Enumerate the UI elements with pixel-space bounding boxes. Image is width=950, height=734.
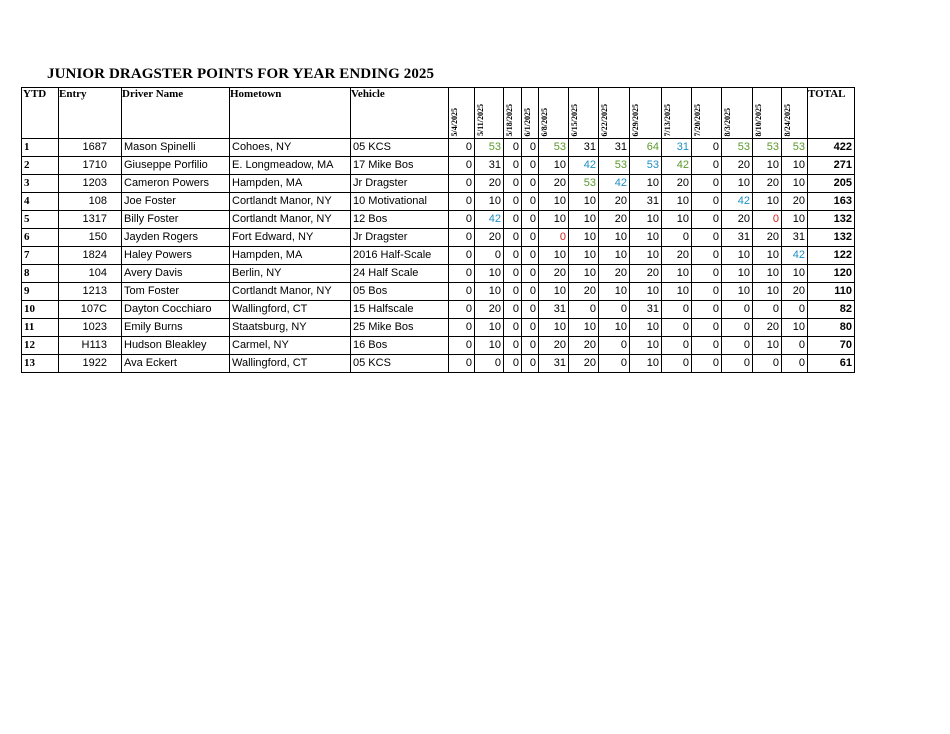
points-cell: 0: [522, 247, 539, 265]
points-cell: 0: [504, 337, 522, 355]
points-cell: 0: [522, 301, 539, 319]
points-cell: 10: [599, 319, 630, 337]
points-cell: 10: [662, 265, 692, 283]
points-cell: 53: [569, 175, 599, 193]
vehicle-cell: 05 KCS: [351, 139, 449, 157]
points-cell: 0: [522, 355, 539, 373]
header-date: 6/22/2025: [599, 88, 630, 139]
driver-name-cell: Avery Davis: [122, 265, 230, 283]
points-cell: 0: [599, 337, 630, 355]
points-cell: 10: [662, 193, 692, 211]
points-cell: 10: [753, 283, 782, 301]
points-cell: 0: [692, 229, 722, 247]
entry-cell: 1203: [59, 175, 122, 193]
total-cell: 120: [808, 265, 855, 283]
points-cell: 0: [449, 175, 475, 193]
entry-cell: 1710: [59, 157, 122, 175]
points-cell: 0: [569, 301, 599, 319]
entry-cell: H113: [59, 337, 122, 355]
points-cell: 10: [475, 319, 504, 337]
points-cell: 31: [539, 301, 569, 319]
points-cell: 10: [782, 157, 808, 175]
points-cell: 0: [504, 265, 522, 283]
hometown-cell: E. Longmeadow, MA: [230, 157, 351, 175]
points-cell: 10: [539, 283, 569, 301]
points-cell: 53: [475, 139, 504, 157]
points-cell: 10: [569, 211, 599, 229]
points-cell: 0: [449, 319, 475, 337]
points-cell: 20: [630, 265, 662, 283]
header-date: 8/10/2025: [753, 88, 782, 139]
points-cell: 10: [630, 229, 662, 247]
points-cell: 10: [782, 319, 808, 337]
points-cell: 20: [662, 175, 692, 193]
rank-cell: 9: [22, 283, 59, 301]
points-cell: 10: [630, 211, 662, 229]
points-cell: 10: [753, 337, 782, 355]
points-cell: 0: [692, 247, 722, 265]
points-cell: 20: [599, 211, 630, 229]
vehicle-cell: Jr Dragster: [351, 175, 449, 193]
points-cell: 0: [722, 319, 753, 337]
rank-cell: 3: [22, 175, 59, 193]
points-cell: 0: [522, 229, 539, 247]
points-cell: 10: [569, 265, 599, 283]
points-cell: 20: [782, 193, 808, 211]
points-cell: 0: [692, 139, 722, 157]
table-row: [22, 157, 855, 175]
points-cell: 0: [753, 301, 782, 319]
entry-cell: 1824: [59, 247, 122, 265]
points-cell: 53: [753, 139, 782, 157]
table-row: [22, 319, 855, 337]
driver-name-cell: Billy Foster: [122, 211, 230, 229]
header-date: 7/20/2025: [692, 88, 722, 139]
header-date: 6/1/2025: [522, 88, 539, 139]
driver-name-cell: Mason Spinelli: [122, 139, 230, 157]
points-cell: 10: [722, 283, 753, 301]
points-cell: 0: [782, 337, 808, 355]
points-cell: 10: [539, 247, 569, 265]
points-cell: 0: [504, 157, 522, 175]
rank-cell: 13: [22, 355, 59, 373]
points-cell: 0: [782, 301, 808, 319]
points-cell: 20: [475, 301, 504, 319]
points-cell: 0: [599, 301, 630, 319]
points-cell: 31: [475, 157, 504, 175]
entry-cell: 1213: [59, 283, 122, 301]
rank-cell: 12: [22, 337, 59, 355]
rank-cell: 2: [22, 157, 59, 175]
header-date: 5/11/2025: [475, 88, 504, 139]
header-date: 6/29/2025: [630, 88, 662, 139]
points-cell: 20: [753, 175, 782, 193]
total-cell: 110: [808, 283, 855, 301]
total-cell: 61: [808, 355, 855, 373]
points-cell: 10: [569, 193, 599, 211]
rank-cell: 4: [22, 193, 59, 211]
driver-name-cell: Cameron Powers: [122, 175, 230, 193]
rank-cell: 11: [22, 319, 59, 337]
points-cell: 0: [722, 355, 753, 373]
points-cell: 0: [692, 157, 722, 175]
points-cell: 20: [662, 247, 692, 265]
hometown-cell: Cortlandt Manor, NY: [230, 211, 351, 229]
points-cell: 31: [630, 193, 662, 211]
driver-name-cell: Haley Powers: [122, 247, 230, 265]
points-cell: 42: [722, 193, 753, 211]
header-date: 5/4/2025: [449, 88, 475, 139]
driver-name-cell: Dayton Cocchiaro: [122, 301, 230, 319]
points-cell: 0: [504, 319, 522, 337]
hometown-cell: Berlin, NY: [230, 265, 351, 283]
points-cell: 20: [539, 175, 569, 193]
header-vehicle: Vehicle: [351, 88, 449, 139]
total-cell: 205: [808, 175, 855, 193]
points-cell: 0: [522, 211, 539, 229]
vehicle-cell: 25 Mike Bos: [351, 319, 449, 337]
points-cell: 10: [630, 355, 662, 373]
entry-cell: 104: [59, 265, 122, 283]
points-cell: 0: [522, 175, 539, 193]
points-cell: 53: [722, 139, 753, 157]
table-row: [22, 247, 855, 265]
points-cell: 53: [630, 157, 662, 175]
points-cell: 0: [692, 265, 722, 283]
header-total: TOTAL: [808, 88, 855, 139]
points-cell: 0: [449, 229, 475, 247]
points-cell: 0: [692, 175, 722, 193]
points-cell: 53: [599, 157, 630, 175]
entry-cell: 107C: [59, 301, 122, 319]
driver-name-cell: Giuseppe Porfilio: [122, 157, 230, 175]
header-ytd: YTD: [22, 88, 59, 139]
points-cell: 10: [630, 283, 662, 301]
entry-cell: 108: [59, 193, 122, 211]
points-cell: 0: [449, 211, 475, 229]
points-cell: 20: [539, 337, 569, 355]
hometown-cell: Cohoes, NY: [230, 139, 351, 157]
points-cell: 0: [662, 337, 692, 355]
points-cell: 64: [630, 139, 662, 157]
driver-name-cell: Hudson Bleakley: [122, 337, 230, 355]
points-cell: 0: [449, 247, 475, 265]
points-cell: 0: [449, 265, 475, 283]
points-cell: 10: [569, 229, 599, 247]
points-cell: 0: [522, 283, 539, 301]
points-cell: 20: [722, 211, 753, 229]
entry-cell: 1922: [59, 355, 122, 373]
total-cell: 271: [808, 157, 855, 175]
points-cell: 10: [753, 157, 782, 175]
header-hometown: Hometown: [230, 88, 351, 139]
vehicle-cell: 12 Bos: [351, 211, 449, 229]
points-cell: 0: [522, 193, 539, 211]
points-cell: 10: [539, 157, 569, 175]
points-cell: 10: [782, 211, 808, 229]
points-cell: 10: [782, 265, 808, 283]
points-cell: 10: [753, 193, 782, 211]
points-cell: 0: [599, 355, 630, 373]
points-cell: 10: [630, 319, 662, 337]
points-cell: 0: [522, 157, 539, 175]
points-cell: 20: [599, 265, 630, 283]
driver-name-cell: Tom Foster: [122, 283, 230, 301]
points-cell: 20: [753, 319, 782, 337]
table-row: [22, 229, 855, 247]
header-driver-name: Driver Name: [122, 88, 230, 139]
points-cell: 0: [692, 283, 722, 301]
vehicle-cell: 2016 Half-Scale: [351, 247, 449, 265]
table-row: [22, 193, 855, 211]
points-cell: 0: [692, 193, 722, 211]
driver-name-cell: Joe Foster: [122, 193, 230, 211]
hometown-cell: Carmel, NY: [230, 337, 351, 355]
points-cell: 0: [449, 157, 475, 175]
points-cell: 0: [504, 193, 522, 211]
points-cell: 42: [569, 157, 599, 175]
points-cell: 31: [722, 229, 753, 247]
vehicle-cell: 15 Halfscale: [351, 301, 449, 319]
hometown-cell: Wallingford, CT: [230, 355, 351, 373]
entry-cell: 1023: [59, 319, 122, 337]
rank-cell: 5: [22, 211, 59, 229]
points-cell: 10: [599, 283, 630, 301]
header-date: 7/13/2025: [662, 88, 692, 139]
driver-name-cell: Jayden Rogers: [122, 229, 230, 247]
points-cell: 31: [662, 139, 692, 157]
points-cell: 0: [449, 139, 475, 157]
points-cell: 10: [630, 247, 662, 265]
points-cell: 20: [782, 283, 808, 301]
points-cell: 0: [449, 337, 475, 355]
total-cell: 122: [808, 247, 855, 265]
points-cell: 10: [630, 337, 662, 355]
points-cell: 0: [504, 139, 522, 157]
points-cell: 0: [475, 355, 504, 373]
points-cell: 0: [504, 247, 522, 265]
points-cell: 20: [539, 265, 569, 283]
points-cell: 10: [662, 211, 692, 229]
entry-cell: 150: [59, 229, 122, 247]
points-cell: 10: [599, 229, 630, 247]
rank-cell: 8: [22, 265, 59, 283]
points-cell: 20: [722, 157, 753, 175]
table-row: [22, 175, 855, 193]
hometown-cell: Cortlandt Manor, NY: [230, 193, 351, 211]
header-date: 6/15/2025: [569, 88, 599, 139]
driver-name-cell: Emily Burns: [122, 319, 230, 337]
vehicle-cell: 10 Motivational: [351, 193, 449, 211]
header-date: 8/3/2025: [722, 88, 753, 139]
points-cell: 31: [599, 139, 630, 157]
points-cell: 10: [662, 283, 692, 301]
points-cell: 0: [504, 283, 522, 301]
driver-name-cell: Ava Eckert: [122, 355, 230, 373]
points-cell: 10: [722, 247, 753, 265]
points-cell: 0: [504, 355, 522, 373]
points-table: [21, 87, 855, 373]
points-cell: 42: [599, 175, 630, 193]
points-cell: 31: [569, 139, 599, 157]
points-cell: 53: [782, 139, 808, 157]
points-cell: 31: [630, 301, 662, 319]
vehicle-cell: 17 Mike Bos: [351, 157, 449, 175]
table-row: [22, 211, 855, 229]
header-date: 6/8/2025: [539, 88, 569, 139]
points-cell: 0: [449, 301, 475, 319]
points-cell: 20: [569, 355, 599, 373]
points-cell: 0: [722, 337, 753, 355]
points-cell: 10: [475, 265, 504, 283]
total-cell: 80: [808, 319, 855, 337]
total-cell: 422: [808, 139, 855, 157]
points-cell: 10: [630, 175, 662, 193]
header-date: 5/18/2025: [504, 88, 522, 139]
vehicle-cell: 05 KCS: [351, 355, 449, 373]
table-row: [22, 139, 855, 157]
hometown-cell: Wallingford, CT: [230, 301, 351, 319]
points-cell: 0: [449, 193, 475, 211]
total-cell: 132: [808, 211, 855, 229]
table-row: [22, 283, 855, 301]
table-row: [22, 265, 855, 283]
points-cell: 0: [522, 337, 539, 355]
points-cell: 0: [692, 337, 722, 355]
points-cell: 0: [692, 319, 722, 337]
points-cell: 0: [449, 283, 475, 301]
points-cell: 10: [722, 175, 753, 193]
points-cell: 42: [475, 211, 504, 229]
vehicle-cell: 24 Half Scale: [351, 265, 449, 283]
points-cell: 10: [569, 247, 599, 265]
points-cell: 0: [662, 301, 692, 319]
header-row: [22, 88, 855, 139]
points-cell: 10: [569, 319, 599, 337]
entry-cell: 1687: [59, 139, 122, 157]
points-cell: 0: [504, 229, 522, 247]
points-cell: 31: [539, 355, 569, 373]
points-cell: 10: [475, 283, 504, 301]
hometown-cell: Staatsburg, NY: [230, 319, 351, 337]
points-cell: 0: [722, 301, 753, 319]
points-cell: 0: [522, 139, 539, 157]
points-cell: 10: [753, 265, 782, 283]
points-cell: 20: [475, 229, 504, 247]
points-cell: 20: [753, 229, 782, 247]
points-cell: 0: [662, 229, 692, 247]
points-cell: 0: [753, 355, 782, 373]
points-cell: 10: [599, 247, 630, 265]
points-cell: 0: [449, 355, 475, 373]
points-cell: 0: [662, 319, 692, 337]
total-cell: 82: [808, 301, 855, 319]
points-cell: 10: [475, 337, 504, 355]
points-cell: 10: [539, 319, 569, 337]
rank-cell: 10: [22, 301, 59, 319]
points-cell: 0: [692, 211, 722, 229]
total-cell: 70: [808, 337, 855, 355]
points-cell: 10: [782, 175, 808, 193]
header-entry: Entry: [59, 88, 122, 139]
points-cell: 20: [475, 175, 504, 193]
rank-cell: 6: [22, 229, 59, 247]
points-cell: 20: [569, 283, 599, 301]
points-cell: 42: [662, 157, 692, 175]
table-row: [22, 337, 855, 355]
header-date: 8/24/2025: [782, 88, 808, 139]
table-row: [22, 301, 855, 319]
points-cell: 31: [782, 229, 808, 247]
points-cell: 20: [599, 193, 630, 211]
points-cell: 42: [782, 247, 808, 265]
points-cell: 10: [539, 193, 569, 211]
points-cell: 10: [539, 211, 569, 229]
table-row: [22, 355, 855, 373]
rank-cell: 7: [22, 247, 59, 265]
points-cell: 0: [539, 229, 569, 247]
points-cell: 0: [782, 355, 808, 373]
points-cell: 0: [692, 301, 722, 319]
hometown-cell: Cortlandt Manor, NY: [230, 283, 351, 301]
points-cell: 0: [692, 355, 722, 373]
vehicle-cell: 05 Bos: [351, 283, 449, 301]
hometown-cell: Fort Edward, NY: [230, 229, 351, 247]
points-cell: 0: [522, 319, 539, 337]
points-cell: 0: [522, 265, 539, 283]
hometown-cell: Hampden, MA: [230, 175, 351, 193]
rank-cell: 1: [22, 139, 59, 157]
page-title: JUNIOR DRAGSTER POINTS FOR YEAR ENDING 2025: [47, 66, 435, 82]
points-cell: 10: [753, 247, 782, 265]
points-cell: 0: [504, 301, 522, 319]
hometown-cell: Hampden, MA: [230, 247, 351, 265]
entry-cell: 1317: [59, 211, 122, 229]
points-cell: 0: [504, 211, 522, 229]
points-cell: 10: [475, 193, 504, 211]
points-cell: 20: [569, 337, 599, 355]
points-cell: 0: [662, 355, 692, 373]
total-cell: 163: [808, 193, 855, 211]
points-cell: 53: [539, 139, 569, 157]
vehicle-cell: Jr Dragster: [351, 229, 449, 247]
vehicle-cell: 16 Bos: [351, 337, 449, 355]
points-cell: 0: [504, 175, 522, 193]
points-cell: 0: [753, 211, 782, 229]
total-cell: 132: [808, 229, 855, 247]
points-cell: 10: [722, 265, 753, 283]
points-cell: 0: [475, 247, 504, 265]
